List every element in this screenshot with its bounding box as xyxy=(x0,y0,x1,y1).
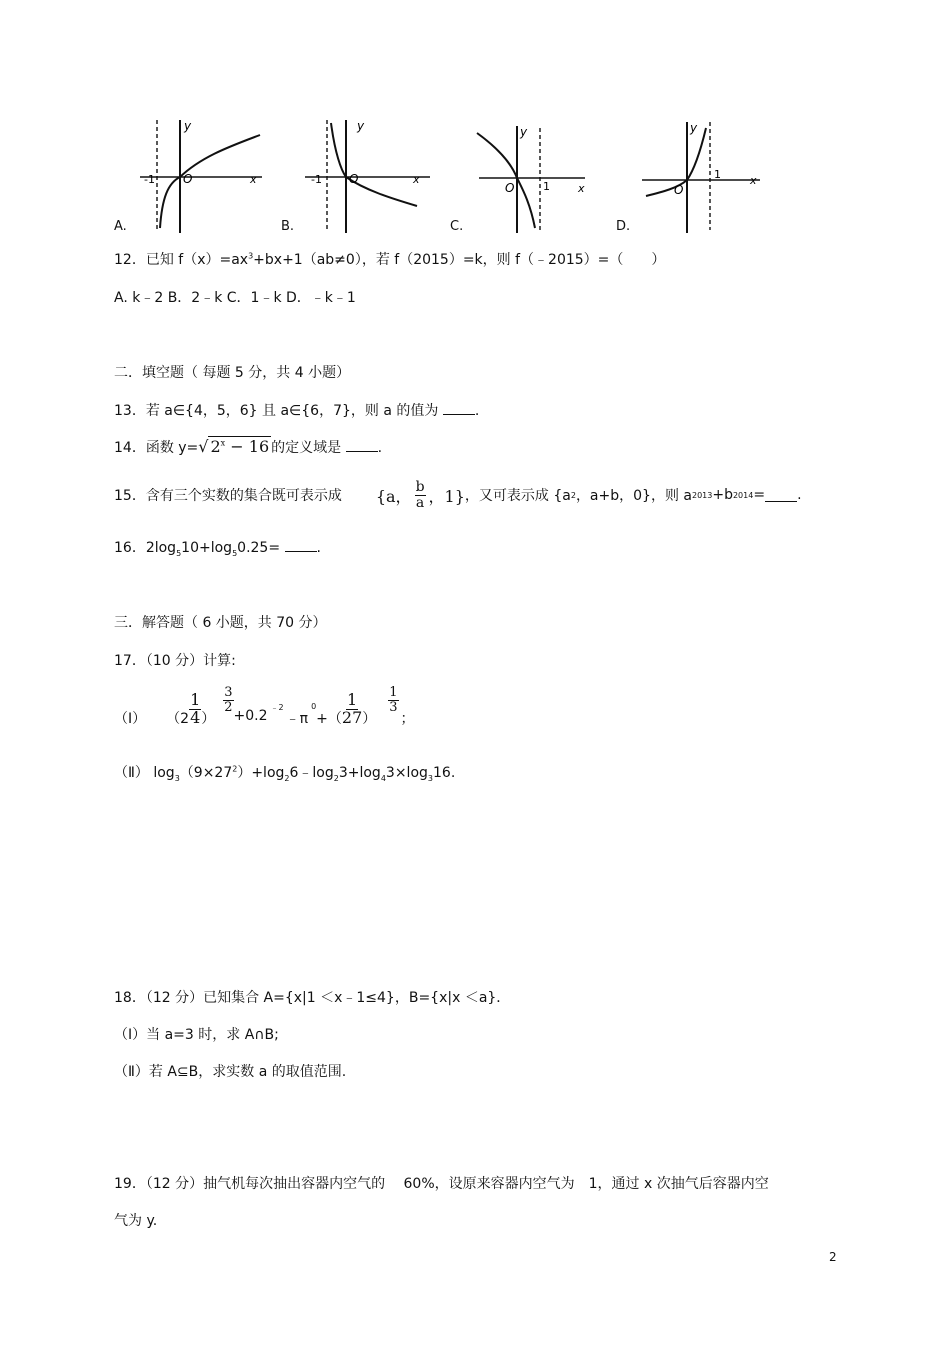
answer-blank[interactable] xyxy=(346,439,378,452)
svg-text:O: O xyxy=(674,183,684,197)
question-17-part-1: （Ⅰ） （2 $\frac{1}{4}$ ） $\frac{3}{2}$ +0.2 ﹣2 ﹣π 0 +（ $\frac{1}{27}$ ） $\frac{1}{3}$ ； xyxy=(114,685,415,727)
question-18-title: 18．（12 分）已知集合 A={x|1 ＜x﹣1≤4}，B={x|x ＜a}． xyxy=(114,990,511,1006)
option-d-label: D. xyxy=(616,219,631,234)
question-15: 15．含有三个实数的集合既可表示成 {a， $\frac{b}{a}$ ，1} ，又可表示成 {a 2 ，a+b，0}，则 a 2013 +b 2014 = . xyxy=(114,479,802,511)
svg-text:y: y xyxy=(520,125,528,139)
page-number: 2 xyxy=(829,1250,837,1264)
svg-text:x: x xyxy=(750,174,757,187)
question-13: 13．若 a∈{4，5，6} 且 a∈{6，7}，则 a 的值为 . xyxy=(114,403,480,419)
answer-blank[interactable] xyxy=(443,402,475,415)
graph-b xyxy=(305,118,430,233)
fraction-b-over-a: $\frac{b}{a}$ xyxy=(415,479,425,511)
option-c-label: C. xyxy=(450,219,464,234)
svg-text:1: 1 xyxy=(714,168,721,181)
question-12: 12．已知 $f(x)=ax^3+bx+1(ab\ne 0)$，若 f（2015）=k，则 f（﹣2015）=（ ） xyxy=(114,251,666,268)
option-a-label: A. xyxy=(114,219,127,234)
answer-blank[interactable] xyxy=(285,539,317,552)
svg-text:y: y xyxy=(184,119,192,133)
question-18-part-1: （Ⅰ）当 a=3 时，求 A∩B; xyxy=(114,1027,279,1043)
svg-text:1: 1 xyxy=(543,180,550,193)
svg-text:O: O xyxy=(183,172,193,186)
graph-a xyxy=(140,118,265,233)
svg-text:O: O xyxy=(505,181,515,195)
question-16: 16．$2\log_510+\log_50.25=$ . xyxy=(114,540,321,558)
svg-text:x: x xyxy=(413,173,420,186)
graph-c xyxy=(475,118,600,233)
question-19-line-2: 气为 y. xyxy=(114,1213,158,1229)
answer-blank[interactable] xyxy=(765,489,797,502)
svg-text:x: x xyxy=(250,173,257,186)
graph-a-asymptote-label: -1 xyxy=(144,173,155,186)
question-18-part-2: （Ⅱ）若 A⊆B，求实数 a 的取值范围. xyxy=(114,1064,347,1080)
svg-text:O: O xyxy=(349,172,359,186)
question-14: 14．函数 y=√ $2^x - 16$ 的定义域是 . xyxy=(114,437,383,456)
section-3-title: 三．解答题（ 6 小题，共 70 分） xyxy=(114,615,327,631)
question-17-part-2: （Ⅱ） $\log_3(9\times 27^2)+\log_26﹣\log_23+\log_43\times\log_316$. xyxy=(114,764,456,783)
svg-text:-1: -1 xyxy=(311,173,322,186)
svg-text:x: x xyxy=(578,182,585,195)
svg-text:y: y xyxy=(690,121,698,135)
option-b-label: B. xyxy=(281,219,295,234)
question-17-title: 17．（10 分）计算: xyxy=(114,653,236,669)
sqrt-expression: √ $2^x - 16$ xyxy=(198,437,270,456)
graph-d xyxy=(642,118,767,233)
question-19-line-1: 19．（12 分）抽气机每次抽出容器内空气的 60%，设原来容器内空气为 1，通过 x 次抽气后容器内空 xyxy=(114,1176,769,1192)
question-12-options: A. k﹣2 B．2﹣k C．1﹣k D．﹣k﹣1 xyxy=(114,290,356,306)
section-2-title: 二．填空题（ 每题 5 分，共 4 小题） xyxy=(114,365,351,381)
svg-text:y: y xyxy=(357,119,365,133)
